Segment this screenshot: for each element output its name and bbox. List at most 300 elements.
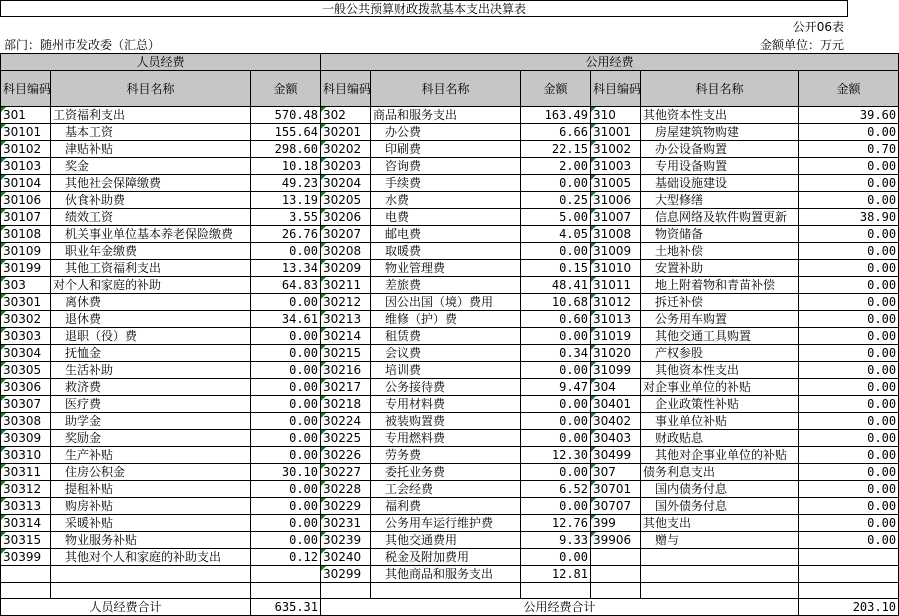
personnel-amount-cell: 13.19 [251,192,321,209]
capital-code-cell: 31005 [591,175,641,192]
personnel-code-cell: 301 [1,107,51,124]
table-row [1,430,899,447]
capital-name-cell: 债务利息支出 [641,464,799,481]
personnel-code-cell: 303 [1,277,51,294]
capital-code-cell: 31011 [591,277,641,294]
table-row [1,362,899,379]
table-row [1,413,899,430]
public-amount-cell: 0.00 [521,498,591,515]
personnel-amount-cell: 0.00 [251,481,321,498]
capital-name-cell: 产权参股 [641,345,799,362]
capital-code-cell: 31010 [591,260,641,277]
personnel-name-cell: 住房公积金 [51,464,251,481]
capital-code-cell: 304 [591,379,641,396]
col-amount: 金额 [251,71,321,107]
public-code-cell: 30203 [321,158,371,175]
table-row [1,549,899,566]
personnel-code-cell: 30399 [1,549,51,566]
personnel-amount-cell: 0.00 [251,243,321,260]
capital-name-cell: 专用设备购置 [641,158,799,175]
public-code-cell: 30225 [321,430,371,447]
public-name-cell: 其他商品和服务支出 [371,566,521,583]
capital-code-cell: 31009 [591,243,641,260]
personnel-code-cell: 30307 [1,396,51,413]
table-row [1,464,899,481]
capital-name-cell [641,549,799,566]
capital-amount-cell: 0.00 [799,277,899,294]
capital-amount-cell: 0.00 [799,328,899,345]
personnel-amount-cell: 0.00 [251,498,321,515]
column-header-row [1,71,899,107]
total-row [1,599,899,616]
capital-name-cell: 大型修缮 [641,192,799,209]
public-name-cell: 差旅费 [371,277,521,294]
personnel-code-cell: 30108 [1,226,51,243]
capital-code-cell [591,583,641,599]
personnel-name-cell: 购房补贴 [51,498,251,515]
personnel-amount-cell: 0.00 [251,515,321,532]
table-row [1,345,899,362]
capital-name-cell [641,566,799,583]
personnel-code-cell: 30104 [1,175,51,192]
table-row [1,447,899,464]
personnel-code-cell: 30303 [1,328,51,345]
table-row [1,328,899,345]
personnel-name-cell: 伙食补助费 [51,192,251,209]
capital-code-cell: 31002 [591,141,641,158]
personnel-code-cell: 30306 [1,379,51,396]
capital-name-cell: 国内债务付息 [641,481,799,498]
public-name-cell: 工会经费 [371,481,521,498]
public-name-cell: 印刷费 [371,141,521,158]
report-title: 一般公共预算财政拨款基本支出决算表 [0,0,848,17]
public-name-cell: 公务接待费 [371,379,521,396]
public-code-cell: 30209 [321,260,371,277]
capital-code-cell: 31020 [591,345,641,362]
capital-name-cell: 其他资本性支出 [641,362,799,379]
table-row [1,243,899,260]
public-code-cell: 30205 [321,192,371,209]
personnel-amount-cell: 64.83 [251,277,321,294]
personnel-name-cell: 救济费 [51,379,251,396]
personnel-name-cell: 物业服务补贴 [51,532,251,549]
public-code-cell: 302 [321,107,371,124]
public-amount-cell: 0.34 [521,345,591,362]
capital-amount-cell: 0.00 [799,481,899,498]
department-label: 部门：随州市发改委（汇总） [4,38,161,52]
capital-code-cell: 31012 [591,294,641,311]
capital-name-cell: 事业单位补贴 [641,413,799,430]
public-name-cell: 办公费 [371,124,521,141]
capital-name-cell: 房屋建筑物购建 [641,124,799,141]
personnel-total-amount: 635.31 [251,599,321,616]
public-code-cell: 30217 [321,379,371,396]
personnel-name-cell: 其他工资福利支出 [51,260,251,277]
public-name-cell: 咨询费 [371,158,521,175]
personnel-amount-cell: 13.34 [251,260,321,277]
table-row [1,566,899,583]
personnel-name-cell: 生活补助 [51,362,251,379]
capital-amount-cell [799,566,899,583]
capital-name-cell: 其他资本性支出 [641,107,799,124]
capital-amount-cell: 0.00 [799,175,899,192]
capital-code-cell [591,566,641,583]
personnel-name-cell: 绩效工资 [51,209,251,226]
capital-amount-cell: 0.00 [799,498,899,515]
capital-name-cell: 办公设备购置 [641,141,799,158]
capital-name-cell: 安置补助 [641,260,799,277]
table-row [1,583,899,599]
capital-name-cell: 企业政策性补贴 [641,396,799,413]
personnel-code-cell: 30311 [1,464,51,481]
personnel-amount-cell: 0.00 [251,532,321,549]
table-row [1,175,899,192]
public-name-cell: 手续费 [371,175,521,192]
personnel-name-cell: 工资福利支出 [51,107,251,124]
col-code: 科目编码 [1,71,51,107]
capital-name-cell: 公务用车购置 [641,311,799,328]
unit-label: 金额单位：万元 [759,38,844,52]
public-amount-cell [521,583,591,599]
expenditure-table [0,53,899,616]
personnel-name-cell: 采暖补贴 [51,515,251,532]
capital-code-cell: 31013 [591,311,641,328]
capital-amount-cell: 0.00 [799,260,899,277]
public-name-cell: 商品和服务支出 [371,107,521,124]
public-amount-cell: 12.81 [521,566,591,583]
public-amount-cell: 0.00 [521,328,591,345]
personnel-code-cell: 30309 [1,430,51,447]
public-code-cell: 30211 [321,277,371,294]
public-amount-cell: 12.76 [521,515,591,532]
capital-name-cell: 财政贴息 [641,430,799,447]
table-row [1,226,899,243]
personnel-name-cell: 退职（役）费 [51,328,251,345]
public-code-cell: 30299 [321,566,371,583]
capital-amount-cell [799,583,899,599]
public-amount-cell: 9.47 [521,379,591,396]
public-amount-cell: 48.41 [521,277,591,294]
capital-code-cell: 399 [591,515,641,532]
col-name: 科目名称 [51,71,251,107]
capital-code-cell: 31001 [591,124,641,141]
public-amount-cell: 6.66 [521,124,591,141]
public-name-cell: 委托业务费 [371,464,521,481]
capital-name-cell: 其他交通工具购置 [641,328,799,345]
table-row [1,396,899,413]
personnel-name-cell [51,583,251,599]
public-code-cell: 30226 [321,447,371,464]
personnel-name-cell: 退休费 [51,311,251,328]
capital-amount-cell: 0.00 [799,396,899,413]
table-row [1,294,899,311]
public-amount-cell: 2.00 [521,158,591,175]
public-amount-cell: 0.00 [521,175,591,192]
capital-name-cell: 土地补偿 [641,243,799,260]
personnel-name-cell: 生产补贴 [51,447,251,464]
public-amount-cell: 0.00 [521,243,591,260]
capital-amount-cell: 0.00 [799,413,899,430]
public-name-cell: 租赁费 [371,328,521,345]
public-name-cell: 水费 [371,192,521,209]
personnel-amount-cell: 10.18 [251,158,321,175]
capital-name-cell: 拆迁补偿 [641,294,799,311]
capital-code-cell: 31099 [591,362,641,379]
public-code-cell: 30204 [321,175,371,192]
public-code-cell: 30216 [321,362,371,379]
capital-amount-cell: 0.00 [799,226,899,243]
personnel-total-label: 人员经费合计 [1,599,251,616]
capital-name-cell [641,583,799,599]
public-code-cell: 30213 [321,311,371,328]
public-code-cell: 30224 [321,413,371,430]
personnel-amount-cell: 0.00 [251,345,321,362]
table-row [1,277,899,294]
personnel-code-cell: 30301 [1,294,51,311]
capital-name-cell: 基础设施建设 [641,175,799,192]
col-amount: 金额 [521,71,591,107]
capital-amount-cell: 0.00 [799,464,899,481]
col-name: 科目名称 [641,71,799,107]
personnel-amount-cell: 0.00 [251,447,321,464]
public-code-cell: 30212 [321,294,371,311]
table-row [1,481,899,498]
personnel-code-cell: 30302 [1,311,51,328]
capital-code-cell: 307 [591,464,641,481]
public-code-cell: 30214 [321,328,371,345]
public-name-cell: 福利费 [371,498,521,515]
public-amount-cell: 0.00 [521,464,591,481]
meta-line [0,36,848,53]
personnel-amount-cell [251,566,321,583]
personnel-name-cell: 抚恤金 [51,345,251,362]
table-row [1,532,899,549]
capital-name-cell: 地上附着物和青苗补偿 [641,277,799,294]
capital-code-cell: 30701 [591,481,641,498]
public-amount-cell: 10.68 [521,294,591,311]
table-row [1,311,899,328]
public-amount-cell: 12.30 [521,447,591,464]
public-name-cell: 公务用车运行维护费 [371,515,521,532]
capital-amount-cell [799,549,899,566]
public-amount-cell: 5.00 [521,209,591,226]
personnel-code-cell: 30310 [1,447,51,464]
personnel-amount-cell: 0.00 [251,396,321,413]
personnel-amount-cell: 26.76 [251,226,321,243]
capital-code-cell: 30403 [591,430,641,447]
public-name-cell: 专用材料费 [371,396,521,413]
capital-amount-cell: 39.60 [799,107,899,124]
capital-amount-cell: 0.00 [799,158,899,175]
personnel-name-cell: 基本工资 [51,124,251,141]
public-code-cell: 30201 [321,124,371,141]
personnel-code-cell: 30101 [1,124,51,141]
capital-code-cell: 31007 [591,209,641,226]
personnel-name-cell: 对个人和家庭的补助 [51,277,251,294]
form-code [0,17,848,36]
public-name-cell: 税金及附加费用 [371,549,521,566]
personnel-code-cell [1,566,51,583]
capital-amount-cell: 0.00 [799,532,899,549]
personnel-code-cell: 30106 [1,192,51,209]
capital-name-cell: 其他对企事业单位的补贴 [641,447,799,464]
table-row [1,158,899,175]
capital-name-cell: 对企事业单位的补贴 [641,379,799,396]
public-total-label: 公用经费合计 [321,599,799,616]
personnel-amount-cell: 0.00 [251,328,321,345]
public-amount-cell: 0.00 [521,396,591,413]
personnel-code-cell [1,583,51,599]
section-header-row [1,54,899,71]
capital-name-cell: 其他支出 [641,515,799,532]
public-code-cell: 30228 [321,481,371,498]
public-name-cell: 培训费 [371,362,521,379]
personnel-code-cell: 30304 [1,345,51,362]
table-row [1,379,899,396]
public-code-cell: 30229 [321,498,371,515]
public-name-cell: 被装购置费 [371,413,521,430]
capital-amount-cell: 0.00 [799,243,899,260]
capital-amount-cell: 0.00 [799,192,899,209]
personnel-name-cell: 职业年金缴费 [51,243,251,260]
personnel-amount-cell: 0.00 [251,413,321,430]
table-row [1,209,899,226]
personnel-code-cell: 30315 [1,532,51,549]
public-amount-cell: 163.49 [521,107,591,124]
public-amount-cell: 0.00 [521,549,591,566]
capital-code-cell [591,549,641,566]
personnel-amount-cell: 49.23 [251,175,321,192]
public-code-cell: 30227 [321,464,371,481]
public-amount-cell: 0.00 [521,430,591,447]
personnel-name-cell: 提租补贴 [51,481,251,498]
personnel-amount-cell: 0.00 [251,379,321,396]
personnel-amount-cell: 570.48 [251,107,321,124]
public-amount-cell: 6.52 [521,481,591,498]
personnel-code-cell: 30109 [1,243,51,260]
capital-code-cell: 39906 [591,532,641,549]
public-name-cell: 劳务费 [371,447,521,464]
personnel-name-cell: 助学金 [51,413,251,430]
section-public: 公用经费 [321,54,899,71]
public-amount-cell: 0.00 [521,413,591,430]
personnel-amount-cell: 30.10 [251,464,321,481]
personnel-name-cell: 医疗费 [51,396,251,413]
personnel-name-cell: 离休费 [51,294,251,311]
public-name-cell: 维修（护）费 [371,311,521,328]
personnel-name-cell: 其他对个人和家庭的补助支出 [51,549,251,566]
personnel-amount-cell: 0.00 [251,430,321,447]
capital-code-cell: 30499 [591,447,641,464]
public-name-cell: 会议费 [371,345,521,362]
personnel-amount-cell: 34.61 [251,311,321,328]
public-name-cell: 电费 [371,209,521,226]
capital-amount-cell: 0.00 [799,379,899,396]
capital-amount-cell: 0.00 [799,430,899,447]
personnel-amount-cell: 155.64 [251,124,321,141]
public-code-cell: 30206 [321,209,371,226]
capital-amount-cell: 0.00 [799,515,899,532]
capital-amount-cell: 0.70 [799,141,899,158]
capital-amount-cell: 0.00 [799,447,899,464]
capital-amount-cell: 0.00 [799,294,899,311]
capital-amount-cell: 0.00 [799,362,899,379]
col-name: 科目名称 [371,71,521,107]
public-code-cell: 30240 [321,549,371,566]
capital-code-cell: 30401 [591,396,641,413]
section-personnel: 人员经费 [1,54,321,71]
capital-code-cell: 31019 [591,328,641,345]
capital-name-cell: 信息网络及软件购置更新 [641,209,799,226]
capital-amount-cell: 0.00 [799,124,899,141]
personnel-name-cell: 奖金 [51,158,251,175]
public-name-cell: 专用燃料费 [371,430,521,447]
capital-name-cell: 物资储备 [641,226,799,243]
table-row [1,192,899,209]
capital-code-cell: 30402 [591,413,641,430]
col-code: 科目编码 [321,71,371,107]
public-amount-cell: 9.33 [521,532,591,549]
capital-name-cell: 国外债务付息 [641,498,799,515]
personnel-amount-cell: 0.00 [251,362,321,379]
capital-code-cell: 30707 [591,498,641,515]
col-amount: 金额 [799,71,899,107]
personnel-amount-cell: 0.00 [251,294,321,311]
form-code-text: 公开06表 [792,20,844,34]
public-amount-cell: 0.60 [521,311,591,328]
capital-code-cell: 31008 [591,226,641,243]
public-code-cell: 30231 [321,515,371,532]
public-code-cell: 30207 [321,226,371,243]
personnel-code-cell: 30314 [1,515,51,532]
personnel-code-cell: 30308 [1,413,51,430]
capital-code-cell: 310 [591,107,641,124]
capital-code-cell: 31006 [591,192,641,209]
public-name-cell: 邮电费 [371,226,521,243]
table-row [1,107,899,124]
personnel-amount-cell [251,583,321,599]
public-code-cell [321,583,371,599]
public-amount-cell: 4.05 [521,226,591,243]
capital-amount-cell: 0.00 [799,345,899,362]
col-code: 科目编码 [591,71,641,107]
public-name-cell: 物业管理费 [371,260,521,277]
public-amount-cell: 22.15 [521,141,591,158]
capital-code-cell: 31003 [591,158,641,175]
personnel-name-cell: 津贴补贴 [51,141,251,158]
public-code-cell: 30218 [321,396,371,413]
table-row [1,515,899,532]
table-row [1,498,899,515]
capital-name-cell: 赠与 [641,532,799,549]
personnel-code-cell: 30313 [1,498,51,515]
personnel-code-cell: 30199 [1,260,51,277]
personnel-name-cell [51,566,251,583]
table-row [1,124,899,141]
public-code-cell: 30239 [321,532,371,549]
capital-amount-cell: 38.90 [799,209,899,226]
public-total-amount: 203.10 [799,599,899,616]
table-row [1,141,899,158]
personnel-amount-cell: 298.60 [251,141,321,158]
public-name-cell: 其他交通费用 [371,532,521,549]
personnel-amount-cell: 0.12 [251,549,321,566]
public-amount-cell: 0.15 [521,260,591,277]
public-amount-cell: 0.00 [521,362,591,379]
public-code-cell: 30215 [321,345,371,362]
personnel-code-cell: 30102 [1,141,51,158]
personnel-amount-cell: 3.55 [251,209,321,226]
